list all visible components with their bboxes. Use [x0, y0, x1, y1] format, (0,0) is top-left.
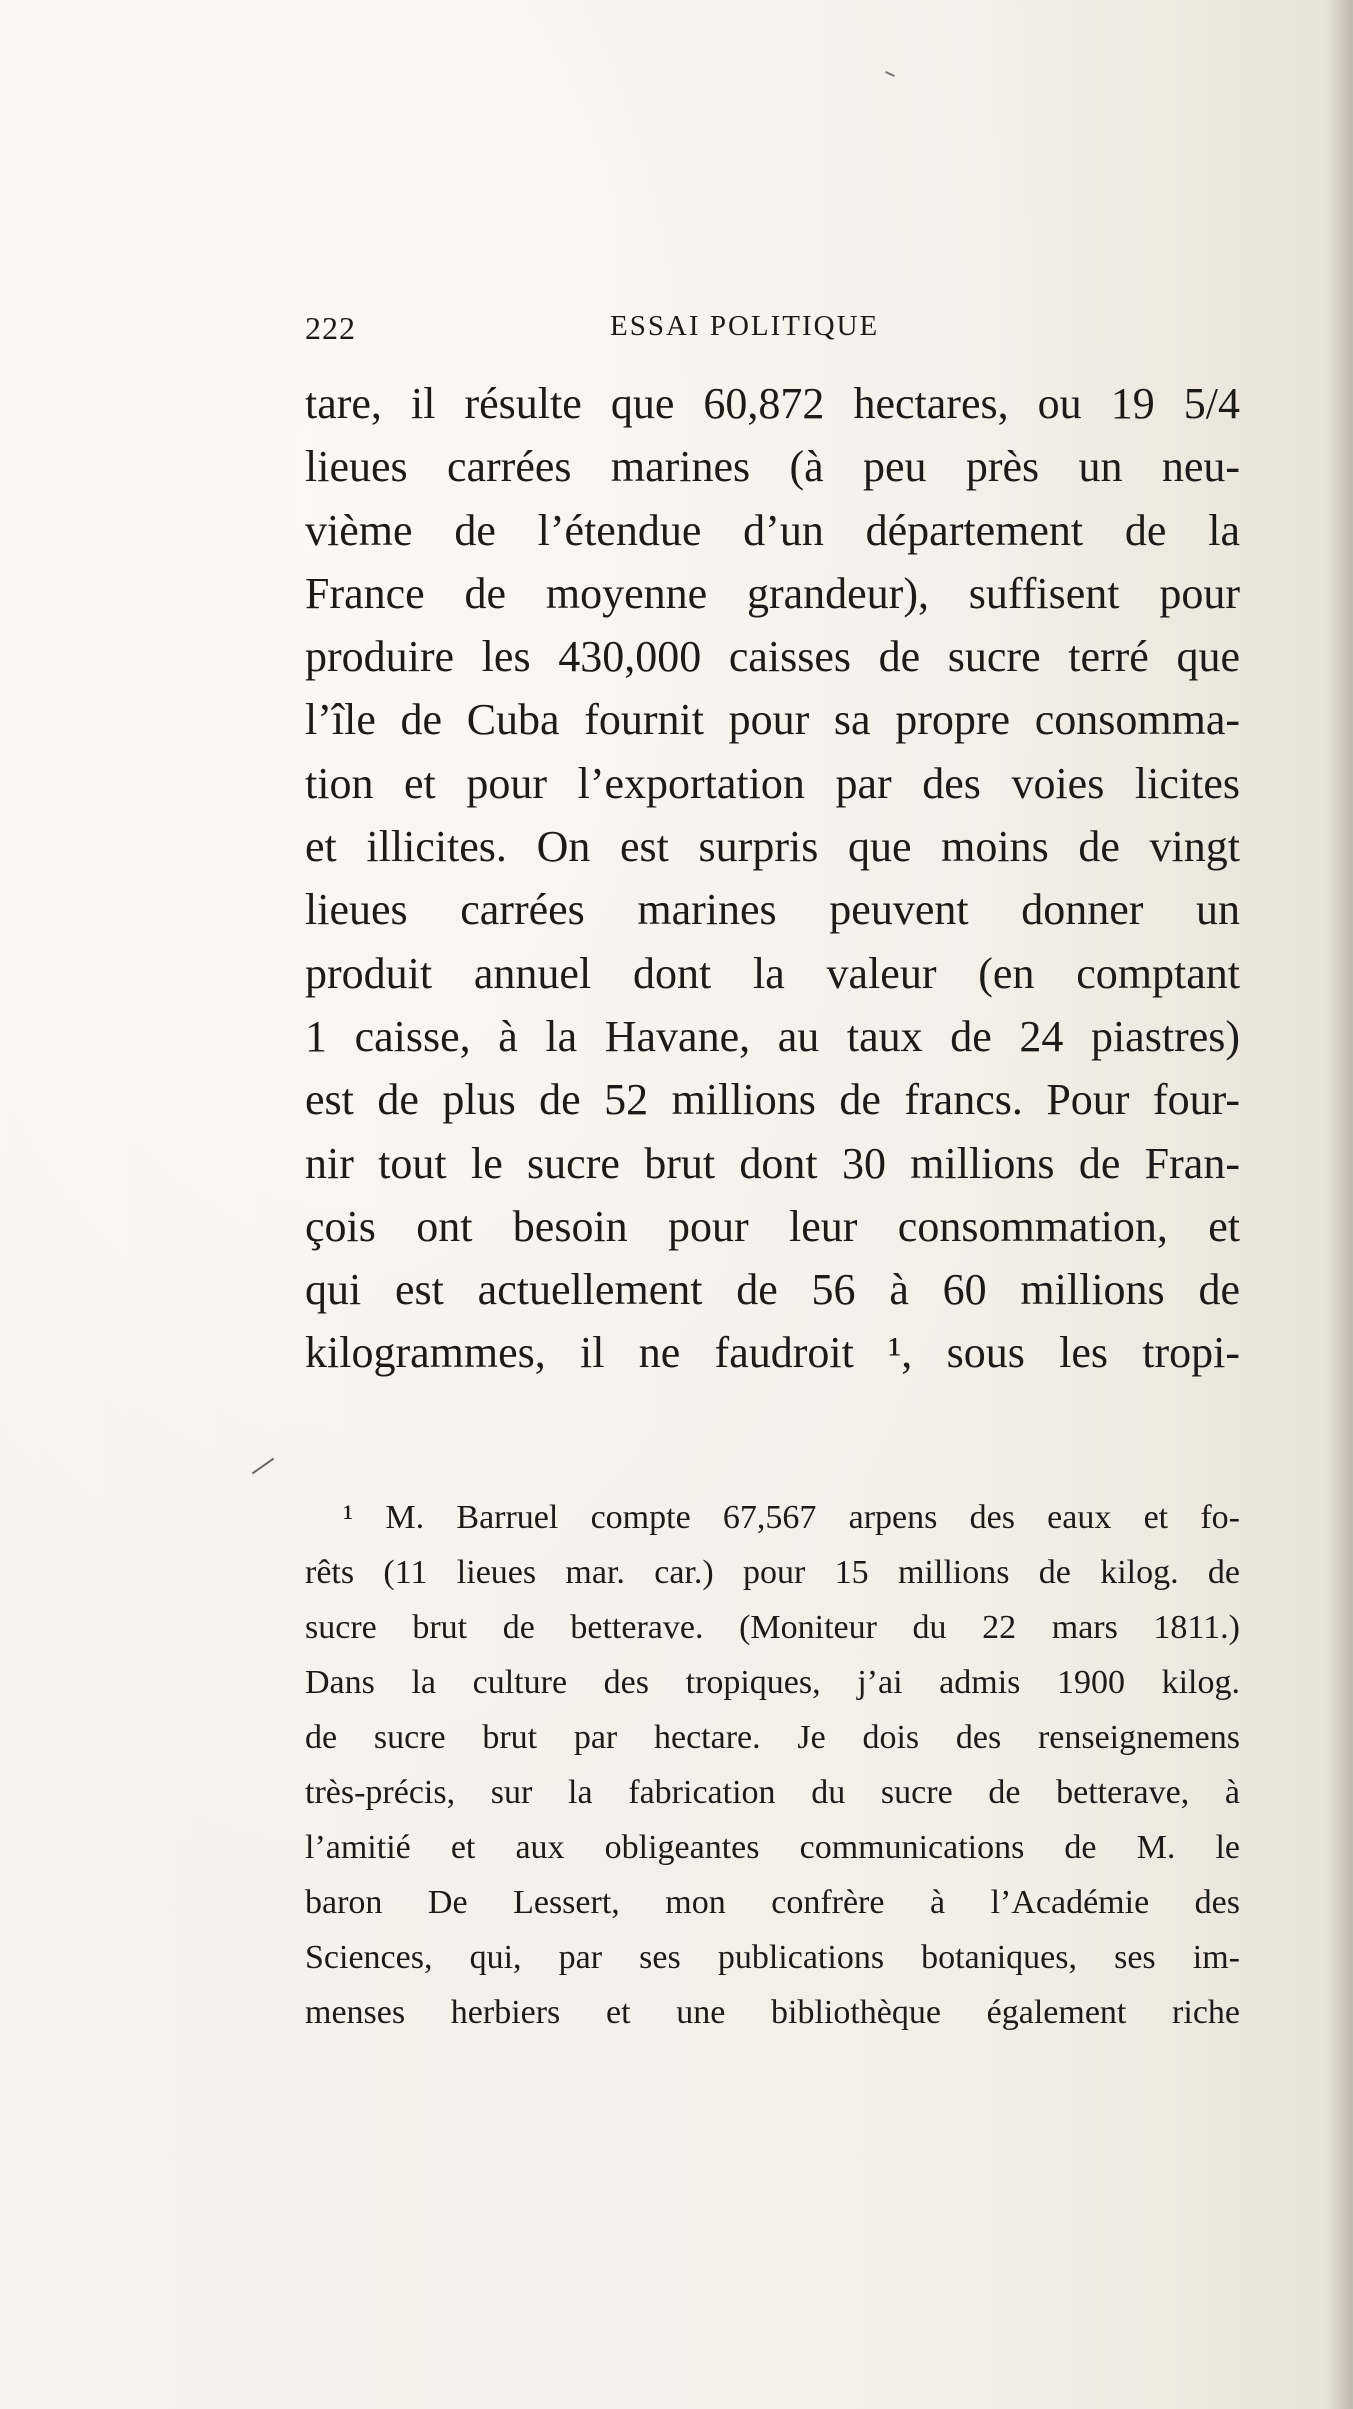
main-text-line: est de plus de 52 millions de francs. Pour four-	[305, 1075, 1240, 1125]
page-number: 222	[305, 310, 356, 346]
footnote-line: rêts (11 lieues mar. car.) pour 15 millions de kilog. de	[305, 1554, 1240, 1591]
footnote-line: de sucre brut par hectare. Je dois des renseignemens	[305, 1719, 1240, 1756]
main-text-line: France de moyenne grandeur), suffisent pour	[305, 568, 1240, 618]
main-text-line: tion et pour l’exportation par des voies licites	[305, 758, 1240, 808]
main-text-line: produit annuel dont la valeur (en comptant	[305, 948, 1240, 998]
main-text-line: lieues carrées marines (à peu près un neu-	[305, 442, 1240, 492]
footnote-line: l’amitié et aux obligeantes communications de M. le	[305, 1829, 1240, 1866]
main-text-block	[305, 372, 1240, 1385]
footnote-line: très-précis, sur la fabrication du sucre de betterave, à	[305, 1774, 1240, 1811]
footnote-line: Dans la culture des tropiques, j’ai admis 1900 kilog.	[305, 1664, 1240, 1701]
main-text-line: lieues carrées marines peuvent donner un	[305, 885, 1240, 935]
running-head: ESSAI POLITIQUE	[610, 310, 880, 342]
page-edge-shadow	[1327, 0, 1353, 2409]
footnote-line: baron De Lessert, mon confrère à l’Académie des	[305, 1884, 1240, 1921]
main-text-line: l’île de Cuba fournit pour sa propre consomma-	[305, 695, 1240, 745]
footnote-line: Sciences, qui, par ses publications botaniques, ses im-	[305, 1939, 1240, 1976]
footnote-line: menses herbiers et une bibliothèque également riche	[305, 1994, 1240, 2031]
main-text-line: tare, il résulte que 60,872 hectares, ou 19 5/4	[305, 379, 1240, 428]
paper-mark	[885, 71, 895, 77]
page-header	[305, 310, 1245, 360]
main-text-line: qui est actuellement de 56 à 60 millions de	[305, 1265, 1240, 1315]
footnote-line: sucre brut de betterave. (Moniteur du 22 mars 1811.)	[305, 1609, 1240, 1646]
main-text-line: produire les 430,000 caisses de sucre terré que	[305, 632, 1240, 682]
main-text-line: vième de l’étendue d’un département de la	[305, 505, 1240, 555]
paper-mark	[252, 1458, 274, 1475]
footnote-block	[305, 1490, 1240, 2040]
main-text-line: et illicites. On est surpris que moins de vingt	[305, 822, 1240, 872]
main-text-line: kilogrammes, il ne faudroit ¹, sous les tropi-	[305, 1328, 1240, 1378]
main-text-line: 1 caisse, à la Havane, au taux de 24 piastres)	[305, 1011, 1240, 1061]
main-text-line: çois ont besoin pour leur consommation, et	[305, 1201, 1240, 1251]
main-text-line: nir tout le sucre brut dont 30 millions de Fran-	[305, 1138, 1240, 1188]
footnote-line: ¹ M. Barruel compte 67,567 arpens des eaux et fo-	[343, 1499, 1240, 1536]
